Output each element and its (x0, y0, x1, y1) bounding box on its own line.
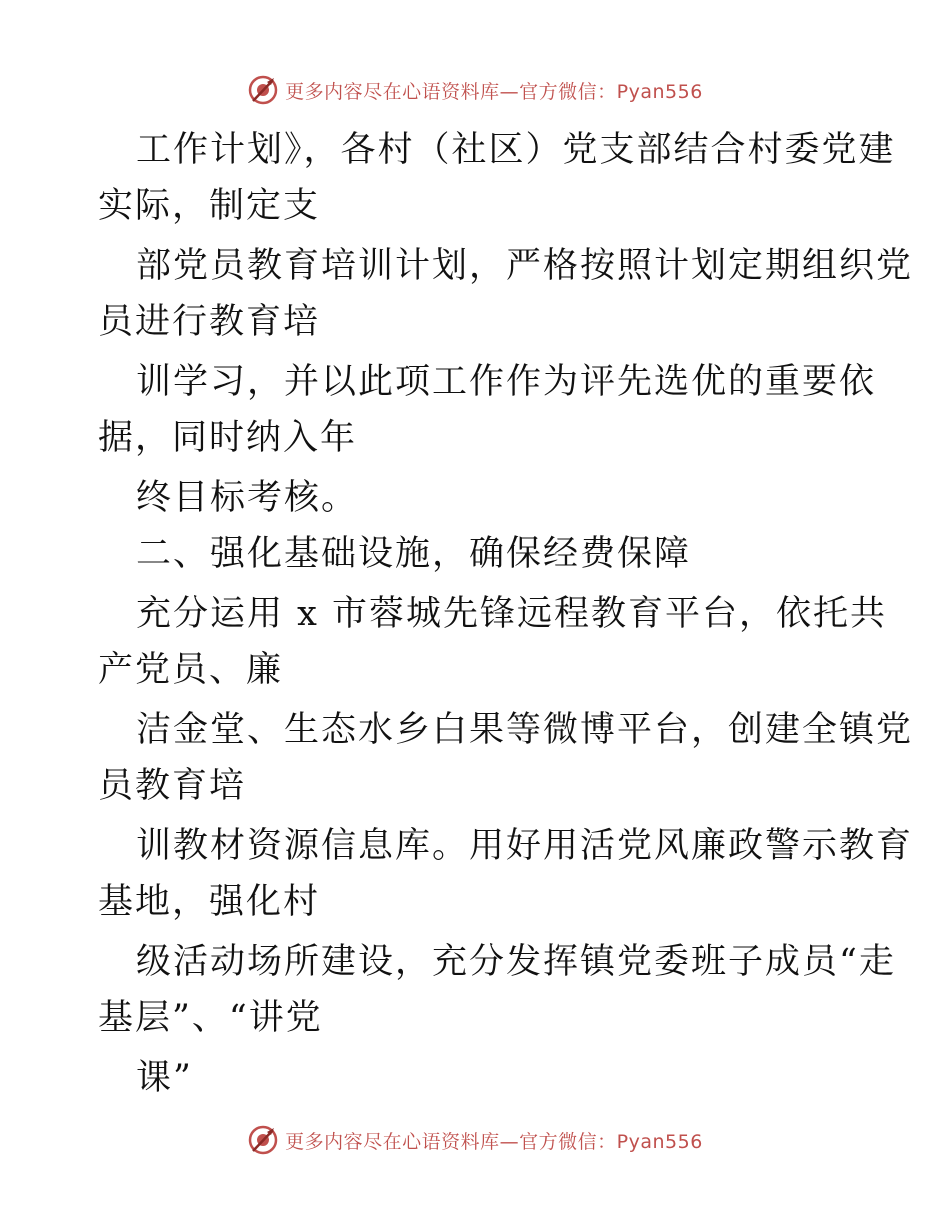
text-line: 工作计划》，各村（社区）党支部结合村委党建 (136, 130, 896, 170)
text-line: 课” (136, 1058, 193, 1098)
text-line: 据，同时纳入年 (98, 418, 358, 458)
feather-logo-icon (247, 1124, 279, 1156)
text-line: 终目标考核。 (136, 478, 359, 518)
text-line: 洁金堂、生态水乡白果等微博平台，创建全镇党 (136, 710, 914, 750)
text-line: 级活动场所建设，充分发挥镇党委班子成员“走 (136, 942, 896, 982)
text-line: 部党员教育培训计划，严格按照计划定期组织党 (136, 246, 914, 286)
text-line: 员进行教育培 (98, 302, 321, 342)
text-line: 实际，制定支 (98, 186, 321, 226)
footer-banner-text: 更多内容尽在心语资料库—官方微信：Pyan556 (285, 1130, 703, 1153)
feather-logo-icon (247, 74, 279, 106)
section-heading: 二、强化基础设施，确保经费保障 (136, 534, 692, 574)
text-line: 基层”、“讲党 (98, 998, 323, 1038)
text-line: 员教育培 (98, 766, 247, 806)
header-banner (0, 70, 950, 110)
header-banner-text: 更多内容尽在心语资料库—官方微信：Pyan556 (285, 80, 703, 103)
text-line: 训教材资源信息库。用好用活党风廉政警示教育 (136, 826, 914, 866)
text-line: 基地，强化村 (98, 882, 321, 922)
text-line: 训学习，并以此项工作作为评先选优的重要依 (136, 362, 877, 402)
footer-banner (0, 1120, 950, 1160)
text-line: 产党员、廉 (98, 650, 284, 690)
text-line: 充分运用 x 市蓉城先锋远程教育平台，依托共 (136, 594, 887, 634)
